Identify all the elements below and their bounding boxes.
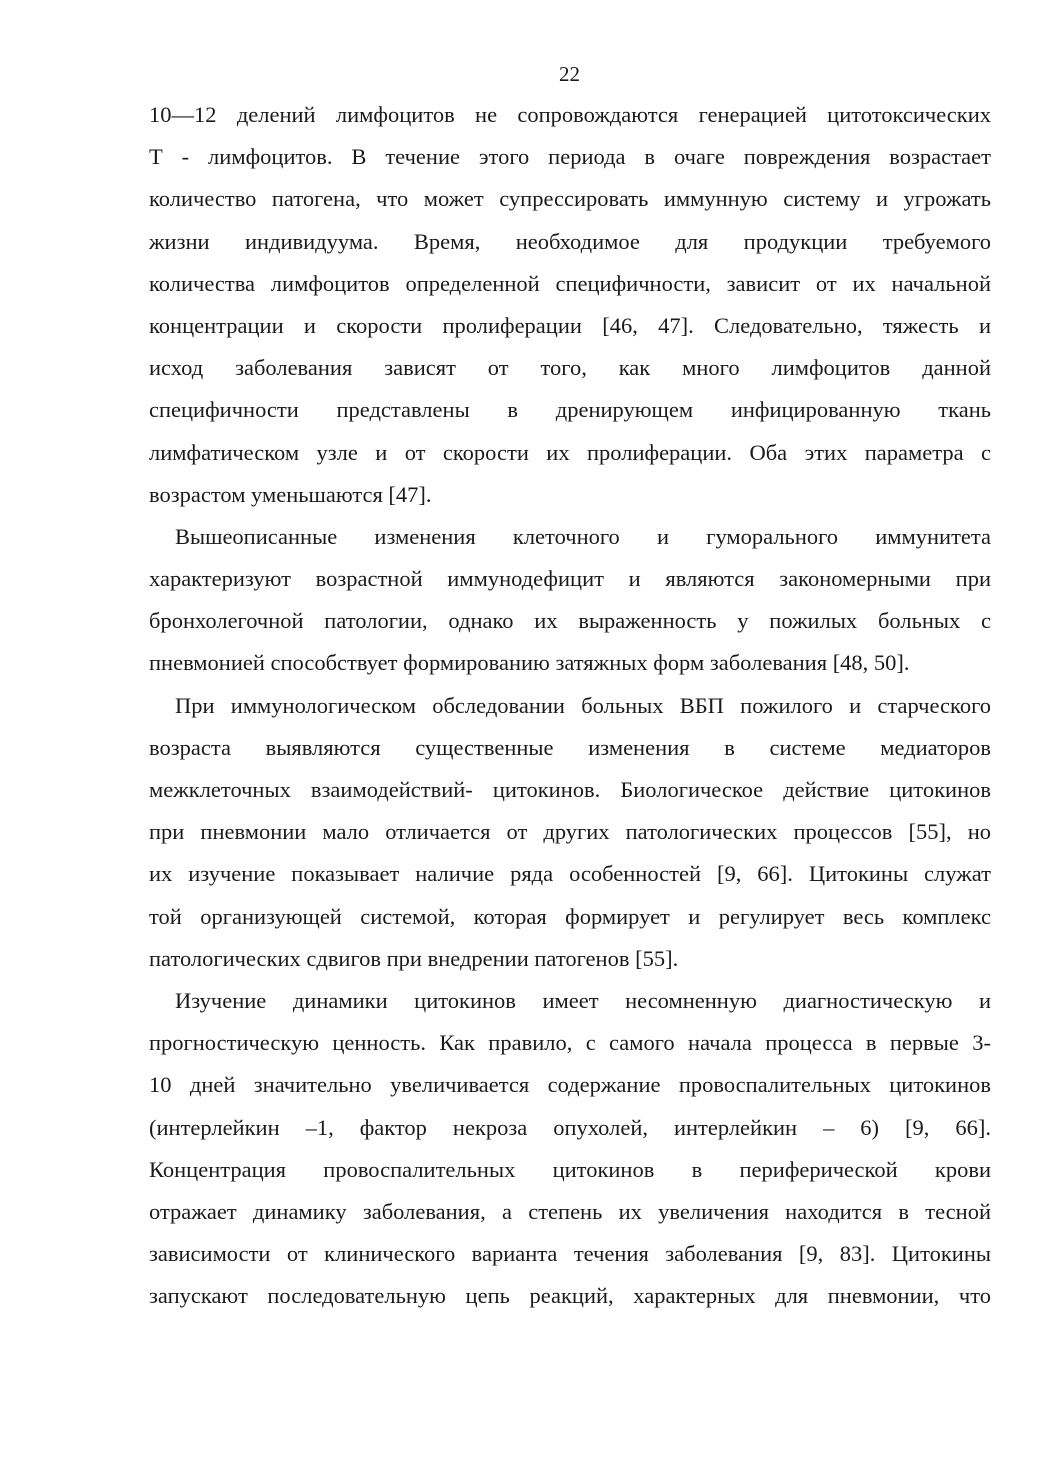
- text-line: зависимости от клинического варианта течения заболевания [9, 83]. Цитокины: [149, 1241, 991, 1267]
- text-line: Вышеописанные изменения клеточного и гуморального иммунитета: [175, 523, 991, 549]
- text-line: Концентрация провоспалительных цитокинов в периферической крови: [149, 1156, 991, 1182]
- text-line: запускают последовательную цепь реакций, характерных для пневмонии, что: [149, 1283, 991, 1309]
- text-line: прогностическую ценность. Как правило, с самого начала процесса в первые 3-: [149, 1030, 991, 1056]
- paragraph-2: [149, 516, 991, 685]
- paragraph-4: [149, 980, 991, 1318]
- text-line: 10—12 делений лимфоцитов не сопровождаются генерацией цитотоксических: [149, 102, 991, 127]
- text-line: При иммунологическом обследовании больных ВБП пожилого и старческого: [175, 692, 991, 718]
- text-line: жизни индивидуума. Время, необходимое для продукции требуемого: [149, 228, 991, 254]
- text-line: их изучение показывает наличие ряда особенностей [9, 66]. Цитокины служат: [149, 861, 991, 887]
- text-line: характеризуют возрастной иммунодефицит и являются закономерными при: [149, 566, 991, 592]
- text-line: возраста выявляются существенные изменения в системе медиаторов: [149, 734, 991, 760]
- text-line: исход заболевания зависят от того, как много лимфоцитов данной: [149, 355, 991, 381]
- text-line: межклеточных взаимодействий- цитокинов. Биологическое действие цитокинов: [149, 777, 991, 802]
- document-body: [149, 94, 991, 1317]
- text-line: количества лимфоцитов определенной специфичности, зависит от их начальной: [149, 270, 991, 296]
- text-line: той организующей системой, которая формирует и регулирует весь комплекс: [149, 903, 991, 929]
- text-line: Т - лимфоцитов. В течение этого периода в очаге повреждения возрастает: [149, 144, 991, 170]
- text-line: (интерлейкин –1, фактор некроза опухолей, интерлейкин – 6) [9, 66].: [149, 1114, 991, 1140]
- text-line: концентрации и скорости пролиферации [46, 47]. Следовательно, тяжесть и: [149, 312, 991, 338]
- text-line: 10 дней значительно увеличивается содержание провоспалительных цитокинов: [149, 1072, 991, 1098]
- page-number: 22: [559, 62, 580, 86]
- paragraph-1: [149, 94, 991, 516]
- paragraph-3: [149, 685, 991, 980]
- text-line: патологических сдвигов при внедрении патогенов [55].: [149, 945, 679, 971]
- text-line: количество патогена, что может супрессировать иммунную систему и угрожать: [149, 186, 991, 212]
- text-line: возрастом уменьшаются [47].: [149, 481, 432, 507]
- text-line: Изучение динамики цитокинов имеет несомненную диагностическую и: [175, 987, 991, 1013]
- text-line: при пневмонии мало отличается от других патологических процессов [55], но: [149, 819, 991, 845]
- text-line: специфичности представлены в дренирующем инфицированную ткань: [149, 397, 991, 423]
- text-line: бронхолегочной патологии, однако их выраженность у пожилых больных с: [149, 608, 991, 634]
- text-line: пневмонией способствует формированию затяжных форм заболевания [48, 50].: [149, 650, 910, 676]
- text-line: лимфатическом узле и от скорости их пролиферации. Оба этих параметра с: [149, 439, 991, 465]
- text-line: отражает динамику заболевания, а степень их увеличения находится в тесной: [149, 1198, 991, 1224]
